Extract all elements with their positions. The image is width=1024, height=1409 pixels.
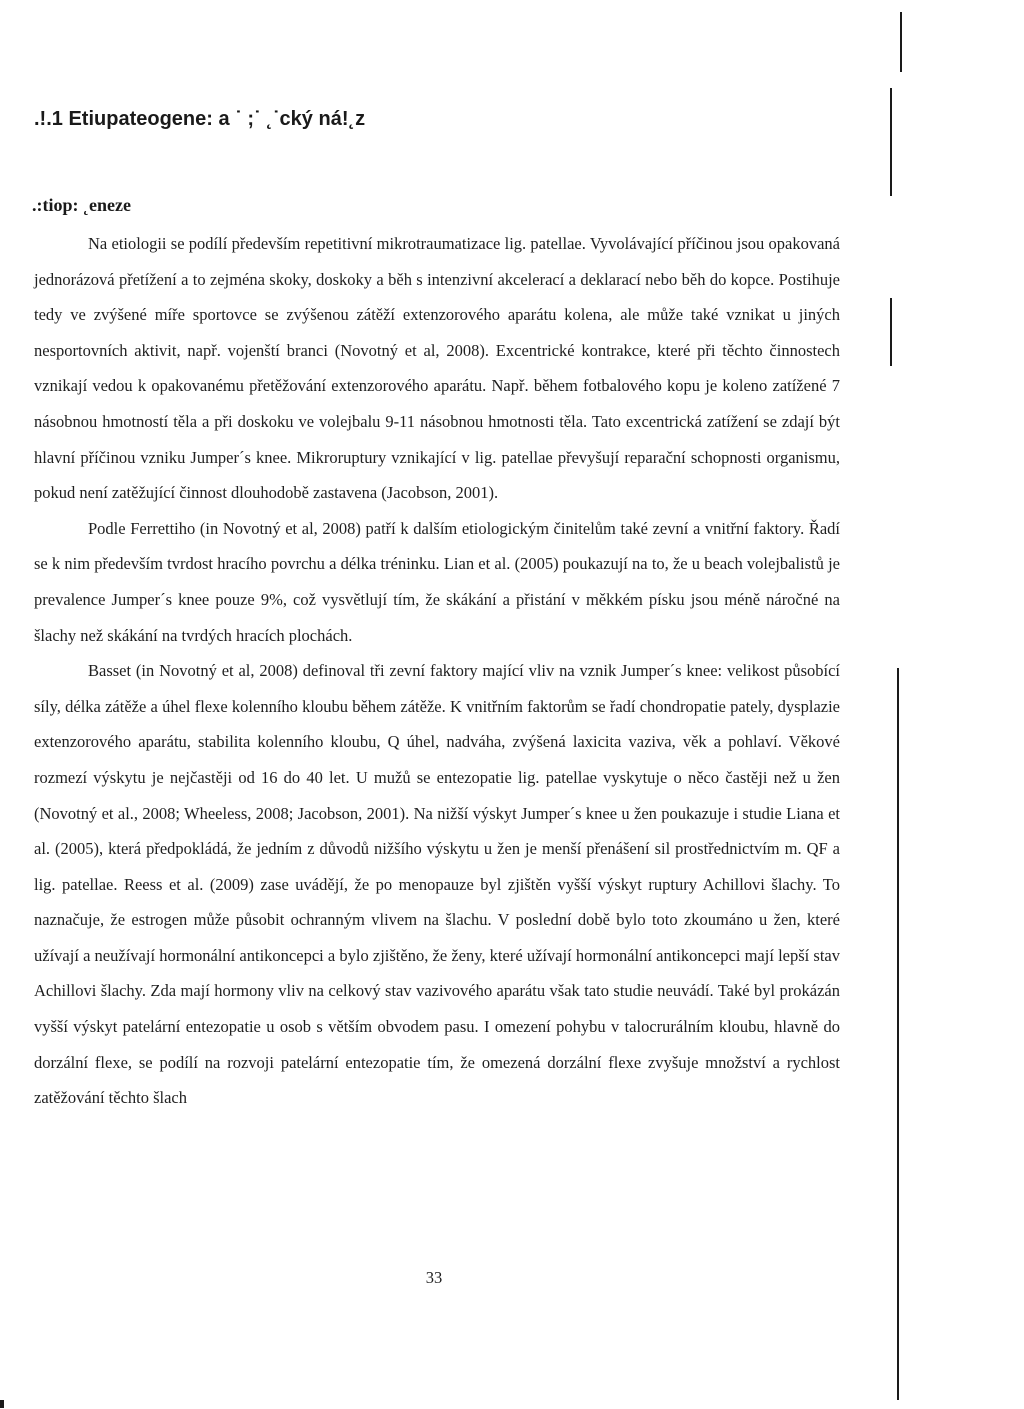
paragraph-2: Podle Ferrettiho (in Novotný et al, 2008) patří k dalším etiologickým činitelům také zevní a vnitřní faktory. Řadí se k nim především tvrdost hracího povrchu a délka tréninku. Lian et al. (2005) poukazují na to, že u beach volejbalistů je prevalence Jumper´s knee pouze 9%, což vysvětlují tím, že skákání a přistání v měkkém písku jsou méně náročné na šlachy než skákání na tvrdých hracích plochách. bbox=[34, 518, 840, 645]
page-number: 33 bbox=[425, 1268, 443, 1287]
body-text bbox=[34, 226, 840, 1116]
subsection-heading: .:tiop: ˛eneze bbox=[32, 195, 131, 215]
scan-artifact-line bbox=[900, 12, 902, 72]
paragraph-1: Na etiologii se podílí především repetitivní mikrotraumatizace lig. patellae. Vyvolávající příčinou jsou opakovaná jednorázová přetížení a to zejména skoky, doskoky a běh s intenzivní akcelerací a deklarací nebo běh do kopce. Postihuje tedy ve zvýšené míře sportovce se zvýšenou zátěží extenzorového aparátu kolena, ale může také vznikat u jiných nesportovních aktivit, např. vojenští branci (Novotný et al, 2008). Excentrické kontrakce, které při těchto činnostech vznikají vedou k opakovanému přetěžování extenzorového aparátu. Např. během fotbalového kopu je koleno zatížené 7 násobnou hmotností těla a při doskoku ve volejbalu 9-11 násobnou hmotnosti těla. Tato excentrická zatížení se zdají být hlavní příčinou vzniku Jumper´s knee. Mikroruptury vznikající v lig. patellae převyšují reparační schopnosti organismu, pokud není zatěžující činnost dlouhodobě zastavena (Jacobson, 2001). bbox=[34, 234, 840, 503]
scan-artifact-line bbox=[897, 668, 899, 1400]
scan-artifact-line bbox=[890, 298, 892, 366]
scan-artifact-line bbox=[0, 1400, 4, 1408]
paragraph-3: Basset (in Novotný et al, 2008) definoval tři zevní faktory mající vliv na vznik Jumper´s knee: velikost působící síly, délka zátěže a úhel flexe kolenního kloubu během zátěže. K vnitřním faktorům se řadí chondropatie pately, dysplazie extenzorového aparátu, stabilita kolenního kloubu, Q úhel, nadváha, zvýšená laxicita vaziva, věk a pohlaví. Věkové rozmezí výskytu je nejčastěji od 16 do 40 let. U mužů se entezopatie lig. patellae vyskytuje o něco častěji než u žen (Novotný et al., 2008; Wheeless, 2008; Jacobson, 2001). Na nižší výskyt Jumper´s knee u žen poukazuje i studie Liana et al. (2005), která předpokládá, že jedním z důvodů nižšího výskytu u žen je menší přenášení sil prostřednictvím m. QF a lig. patellae. Reess et al. (2009) zase uvádějí, že po menopauze byl zjištěn vyšší výskyt ruptury Achillovi šlachy. To naznačuje, že estrogen může působit ochranným vlivem na šlachu. V poslední době bylo toto zkoumáno u žen, které užívají a neužívají hormonální antikoncepci a bylo zjištěno, že ženy, které užívají hormonální antikoncepci mají lepší stav Achillovi šlachy. Zda mají hormony vliv na celkový stav vazivového aparátu však tato studie neuvádí. Také byl prokázán vyšší výskyt patelární entezopatie u osob s větším obvodem pasu. I omezení pohybu v talocrurálním kloubu, hlavně do dorzální flexe, se podílí na rozvoji patelární entezopatie tím, že omezená dorzální flexe zvyšuje množství a rychlost zatěžování těchto šlach bbox=[34, 661, 840, 1108]
scan-artifact-line bbox=[890, 88, 892, 196]
section-heading: .!.1 Etiupateogene: a ˙ ;˙ ˛˙cký ná!˛z bbox=[34, 108, 366, 130]
